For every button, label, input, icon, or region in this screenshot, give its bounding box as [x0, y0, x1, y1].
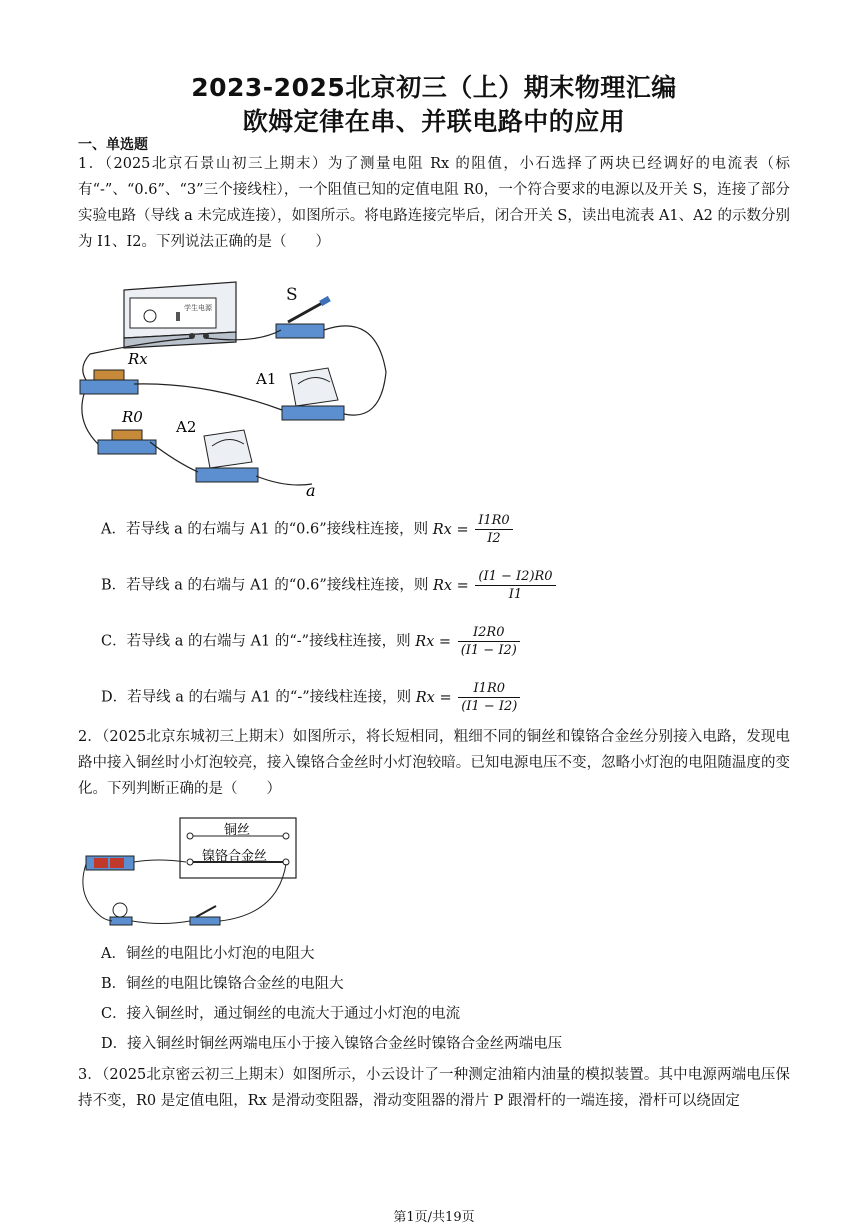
- supply-label: 学生电源: [184, 304, 212, 312]
- q2-option-c[interactable]: C．接入铜丝时，通过铜丝的电流大于通过小灯泡的电流: [101, 1006, 461, 1022]
- copper-wire-label: 铜丝: [224, 823, 251, 838]
- q2-option-b[interactable]: B．铜丝的电阻比镍铬合金丝的电阻大: [101, 976, 344, 992]
- battery-icon: [86, 856, 134, 870]
- q1-option-b[interactable]: B．若导线 a 的右端与 A1 的“0.6”接线柱连接，则 Rx = $\frac{(I1 - I2)R0}{I1}$: [101, 568, 556, 603]
- page-title: 2023-2025北京初三（上）期末物理汇编: [191, 73, 677, 102]
- a2-label: A2: [176, 418, 197, 436]
- switch-label: S: [286, 285, 298, 305]
- q2-option-a[interactable]: A．铜丝的电阻比小灯泡的电阻大: [101, 946, 315, 962]
- ammeter-a1-icon: [255, 368, 344, 420]
- bulb-icon: [110, 903, 132, 925]
- question-3-text: 3．（2025北京密云初三上期末）如图所示，小云设计了一种测定油箱内油量的模拟装置。其中电源两端电压保持不变，R0 是定值电阻，Rx 是滑动变阻器，滑动变阻器的滑片 P 跟滑杆的一端连接，滑杆可以绕固定: [78, 1067, 790, 1109]
- q1-option-c[interactable]: C．若导线 a 的右端与 A1 的“-”接线柱连接，则 Rx = $\frac{I2R0}{(I1 - I2)}$: [101, 624, 520, 659]
- wire-a-label: a: [306, 481, 316, 500]
- switch-icon: [190, 906, 220, 925]
- nichrome-wire-label: 镍铬合金丝: [202, 849, 268, 864]
- formula-fraction: $\frac{(I1 - I2)R0}{I1}$: [475, 568, 555, 603]
- question-2-text: 2．（2025北京东城初三上期末）如图所示，将长短相同，粗细不同的铜丝和镍铬合金丝分别接入电路，发现电路中接入铜丝时小灯泡较亮，接入镍铬合金丝时小灯泡较暗。已知电源电压不变，忽略小灯泡的电阻随温度的变化。下列判断正确的是（ ）: [78, 729, 790, 797]
- resistor-r0-icon: [98, 408, 156, 454]
- question-1-circuit-figure: [76, 272, 426, 502]
- switch-icon: [276, 285, 331, 338]
- q1-option-d[interactable]: D．若导线 a 的右端与 A1 的“-”接线柱连接，则 Rx = $\frac{I1R0}{(I1 - I2)}$: [101, 680, 520, 715]
- question-2-circuit-figure: [78, 814, 300, 936]
- a1-label: A1: [256, 370, 277, 388]
- page-subtitle: 欧姆定律在串、并联电路中的应用: [242, 107, 626, 136]
- section-heading: 一、单选题: [78, 137, 148, 153]
- resistor-rx-icon: [80, 350, 148, 394]
- formula-fraction: $\frac{I2R0}{(I1 - I2)}$: [458, 624, 520, 659]
- r0-label: R0: [122, 408, 143, 426]
- formula-fraction: $\frac{I1R0}{I2}$: [475, 512, 512, 547]
- page-footer: 第1页/共19页: [393, 1210, 475, 1225]
- q2-option-d[interactable]: D．接入铜丝时铜丝两端电压小于接入镍铬合金丝时镍铬合金丝两端电压: [101, 1036, 563, 1052]
- power-supply-icon: [124, 282, 236, 348]
- rx-label: Rx: [128, 350, 148, 368]
- question-1-text: 1．（2025北京石景山初三上期末）为了测量电阻 Rx 的阻值，小石选择了两块已经调好的电流表（标有“-”、“0.6”、“3”三个接线柱），一个阻值已知的定值电阻 R0，一个符合要求的电源以及开关 S，连接了部分实验电路（导线 a 未完成连接），如图所示。将电路连接完毕后，闭合开关 S，读出电流表 A1、A2 的示数分别为 I1、I2。下列说法正确的是（ ）: [78, 156, 790, 250]
- ammeter-a2-icon: [175, 418, 258, 482]
- q1-option-a[interactable]: A．若导线 a 的右端与 A1 的“0.6”接线柱连接，则 Rx = $\frac{I1R0}{I2}$: [101, 512, 513, 547]
- formula-fraction: $\frac{I1R0}{(I1 - I2)}$: [458, 680, 520, 715]
